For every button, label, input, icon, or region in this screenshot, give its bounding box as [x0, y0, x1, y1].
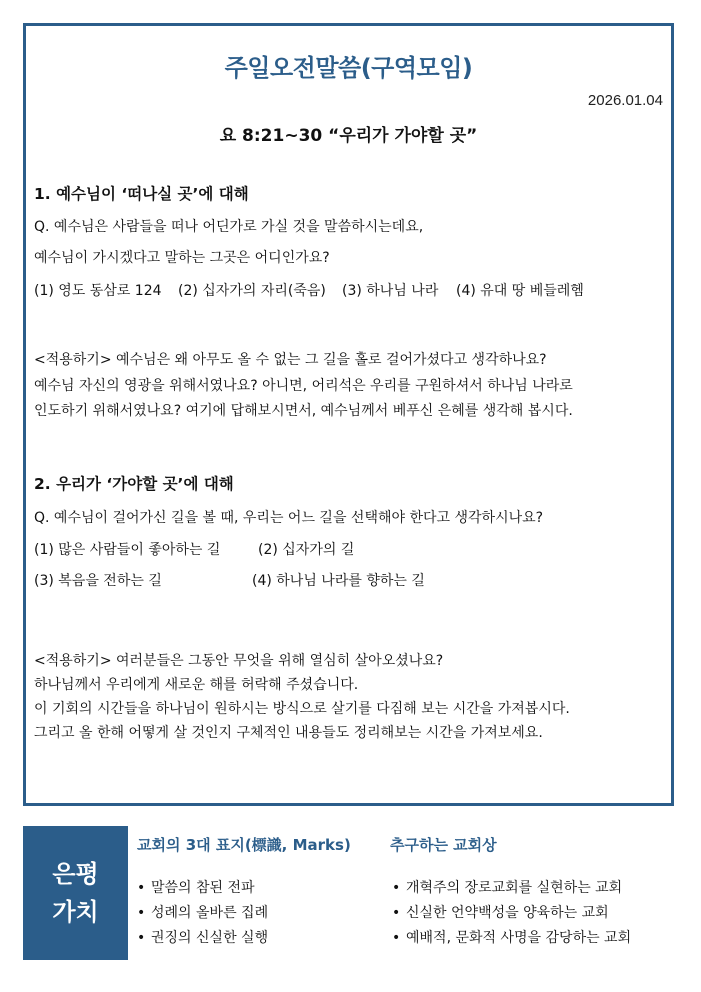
bullet-icon: •: [137, 880, 146, 896]
section2-option: (3) 복음을 전하는 길: [34, 573, 162, 589]
section1-option: (1) 영도 동삼로 124: [34, 283, 162, 299]
bullet-icon: •: [137, 905, 146, 921]
section2-heading: 2. 우리가 ‘가야할 곳’에 대해: [34, 475, 234, 493]
bullet-icon: •: [137, 930, 146, 946]
pursue-item: [392, 928, 631, 948]
marks-item-label: 말씀의 참된 전파: [151, 880, 255, 896]
marks-item: [137, 878, 255, 898]
section1-option: (3) 하나님 나라: [342, 283, 439, 299]
section2-option: (4) 하나님 나라를 향하는 길: [252, 573, 425, 589]
section1-option: (2) 십자가의 자리(죽음): [178, 283, 326, 299]
section2-apply-line: 그리고 올 한해 어떻게 살 것인지 구체적인 내용들도 정리해보는 시간을 가져보세요.: [34, 725, 543, 741]
section2-apply-line: 하나님께서 우리에게 새로운 해를 허락해 주셨습니다.: [34, 677, 359, 693]
sermon-frame: [23, 23, 674, 806]
section1-apply-line: 인도하기 위해서였나요? 여기에 답해보시면서, 예수님께서 베푸신 은혜를 생각해 봅시다.: [34, 403, 573, 419]
section1-question-line: Q. 예수님은 사람들을 떠나 어딘가로 가실 것을 말씀하시는데요,: [34, 219, 424, 235]
bullet-icon: •: [392, 905, 401, 921]
badge-line: 은평: [52, 860, 99, 888]
pursue-item-label: 신실한 언약백성을 양육하는 교회: [406, 905, 609, 921]
page-title: 주일오전말씀(구역모임): [224, 54, 473, 82]
section1-apply-line: 예수님 자신의 영광을 위해서였나요? 아니면, 어리석은 우리를 구원하셔서 하나님 나라로: [34, 378, 573, 394]
marks-item: [137, 928, 268, 948]
badge-line: 가치: [52, 898, 99, 926]
pursue-item: [392, 903, 609, 923]
section2-option: (2) 십자가의 길: [258, 542, 355, 558]
date: 2026.01.04: [587, 92, 663, 109]
section1-apply-line: <적용하기> 예수님은 왜 아무도 올 수 없는 그 길을 홀로 걸어가셨다고 생각하나요?: [34, 352, 547, 368]
church-values-badge: [23, 826, 128, 960]
marks-item: [137, 903, 268, 923]
pursue-item: [392, 878, 622, 898]
pursue-heading: 추구하는 교회상: [390, 836, 497, 854]
section2-option: (1) 많은 사람들이 좋아하는 길: [34, 542, 221, 558]
marks-heading: 교회의 3대 표지(標識, Marks): [137, 836, 351, 854]
pursue-item-label: 개혁주의 장로교회를 실현하는 교회: [406, 880, 623, 896]
section1-heading: 1. 예수님이 ‘떠나실 곳’에 대해: [34, 185, 249, 203]
marks-item-label: 성례의 올바른 집례: [151, 905, 269, 921]
section1-option: (4) 유대 땅 베들레헴: [456, 283, 584, 299]
scripture-subtitle: 요 8:21~30 “우리가 가야할 곳”: [219, 126, 478, 146]
bullet-icon: •: [392, 930, 401, 946]
pursue-item-label: 예배적, 문화적 사명을 감당하는 교회: [406, 930, 632, 946]
section2-apply-line: <적용하기> 여러분들은 그동안 무엇을 위해 열심히 살아오셨나요?: [34, 653, 444, 669]
section2-apply-line: 이 기회의 시간들을 하나님이 원하시는 방식으로 살기를 다짐해 보는 시간을 가져봅시다.: [34, 701, 570, 717]
bullet-icon: •: [392, 880, 401, 896]
section1-question-line: 예수님이 가시겠다고 말하는 그곳은 어디인가요?: [34, 250, 330, 266]
section2-question-line: Q. 예수님이 걸어가신 길을 볼 때, 우리는 어느 길을 선택해야 한다고 생각하시나요?: [34, 510, 544, 526]
marks-item-label: 권징의 신실한 실행: [151, 930, 269, 946]
